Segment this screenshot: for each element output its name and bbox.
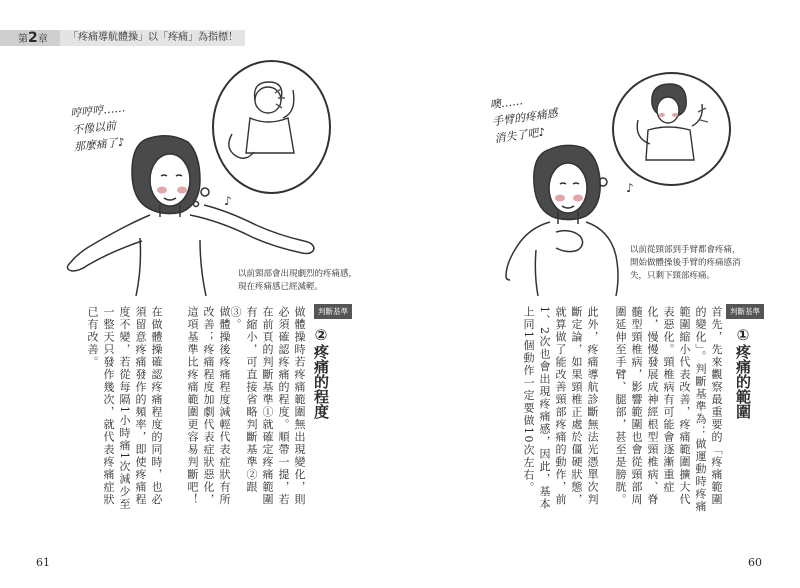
right-caption-line: 失，只剩下頸部疼痛。 bbox=[630, 271, 716, 281]
left-speech-line: 不像以前 bbox=[71, 119, 117, 137]
svg-text:♪: ♪ bbox=[626, 181, 634, 195]
right-paragraph-1: 首先，先來觀察最重要的「疼痛範圍的變化」。判斷基準為：做運動時疼痛範圍縮小代表改善，疼痛範圍擴大代表惡化。頸椎病有可能會逐漸重症化，慢慢發展成神經根型頸椎病、脊髓型頸椎病，影響範圍也會從頸部周圍延伸至手臂、腿部，甚至是膀胱。 bbox=[614, 306, 723, 513]
left-caption-line: 現在疼痛感已經減輕。 bbox=[238, 282, 324, 292]
chapter-number: 2 bbox=[28, 30, 38, 46]
svg-text:♪: ♪ bbox=[224, 194, 232, 208]
right-caption-line: 以前從頸部到手臂都會疼痛， bbox=[630, 245, 741, 255]
left-section-title: ②疼痛的程度 bbox=[312, 326, 330, 419]
left-speech-line: 那麼痛了♪ bbox=[73, 135, 126, 154]
left-page-number: 61 bbox=[36, 556, 50, 569]
right-section-tag: 判斷基準 bbox=[726, 304, 764, 319]
left-caption-line: 以前頸部會出現劇烈的疼痛感， bbox=[238, 269, 358, 279]
right-speech-line: 噢…… bbox=[489, 94, 524, 112]
right-page-number: 60 bbox=[748, 556, 762, 569]
right-section-title: ①疼痛的範圍 bbox=[734, 326, 752, 419]
left-paragraph-1: 做體操時若疼痛範圍無出現變化，則必須確認疼痛的程度。順帶一提，若在前頁的判斷基準①就確定疼痛範圍有縮小，可直接省略判斷基準②跟③。 bbox=[229, 306, 306, 506]
chapter-suffix: 章 bbox=[37, 34, 48, 45]
left-caption bbox=[238, 268, 357, 294]
right-caption-line: 開始做體操後手臂的疼痛感消 bbox=[630, 258, 741, 268]
right-speech-line: 消失了吧♪ bbox=[493, 125, 547, 146]
right-caption bbox=[630, 244, 741, 283]
right-paragraph-2: 此外，疼痛導航診斷無法光憑單次判斷定論，如果頸椎正處於僵硬狀態，就算做了能改善頸部疼痛的動作，前1、2次也會出現疼痛感，因此，基本上同1個動作一定要做10次左右。 bbox=[522, 306, 599, 511]
right-speech-line: 手臂的疼痛感 bbox=[491, 106, 559, 129]
left-section-tag: 判斷基準 bbox=[314, 304, 352, 319]
left-paragraph-3: 在做體操確認疼痛程度的同時，也必須留意疼痛發作的頻率，即使疼痛程度不變，若從每隔1小時痛1次減少至一整天只發作幾次，就代表疼痛症狀已有改善。 bbox=[86, 306, 163, 511]
left-speech-line: 哼哼哼…… bbox=[69, 101, 126, 120]
left-paragraph-2: 做體操後疼痛程度減輕代表症狀有所改善；疼痛程度加劇代表症狀惡化，這項基準比疼痛範圍更容易判斷吧！ bbox=[186, 306, 231, 506]
left-illustration bbox=[0, 0, 400, 300]
chapter-title: 「疼痛導航體操」以「疼痛」為指標！ bbox=[68, 32, 238, 43]
chapter-prefix: 第 bbox=[18, 34, 28, 45]
